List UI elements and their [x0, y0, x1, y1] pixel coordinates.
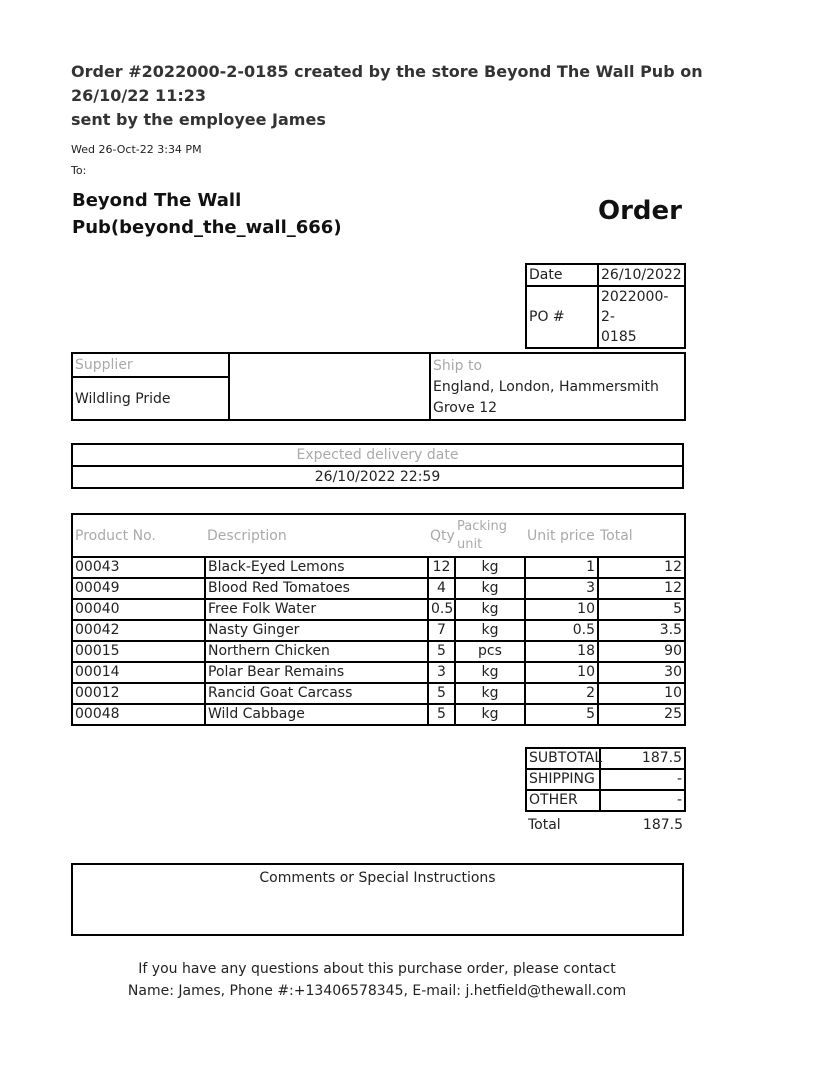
footer-line2: Name: James, Phone #:+13406578345, E-mail: j.hetfield@thewall.com: [127, 983, 627, 999]
header-product-no: Product No.: [72, 514, 205, 557]
line-total-cell: 90: [598, 641, 685, 662]
recipient-line2: Pub(beyond_the_wall_666): [72, 217, 342, 238]
email-sent-date: Wed 26-Oct-22 3:34 PM: [71, 143, 202, 156]
table-row: [72, 662, 685, 683]
header-description: Description: [205, 514, 428, 557]
product-no-cell: 00015: [72, 641, 205, 662]
unit-price-cell: 18: [525, 641, 598, 662]
product-no-cell: 00040: [72, 599, 205, 620]
unit-price-cell: 2: [525, 683, 598, 704]
parties-spacer: [229, 353, 430, 420]
unit-price-cell: 5: [525, 704, 598, 725]
email-subject-line1: Order #2022000-2-0185 created by the store Beyond The Wall Pub on 26/10/22 11:23: [71, 62, 703, 105]
table-row: [72, 599, 685, 620]
unit-price-cell: 1: [525, 557, 598, 578]
packing-unit-cell: kg: [455, 620, 525, 641]
description-cell: Polar Bear Remains: [205, 662, 428, 683]
po-value: [598, 286, 685, 348]
description-cell: Free Folk Water: [205, 599, 428, 620]
qty-cell: 12: [428, 557, 455, 578]
parties-table: [71, 352, 686, 421]
date-po-table: [525, 263, 686, 349]
po-value-line1: 2022000-2-: [601, 289, 669, 325]
description-cell: Northern Chicken: [205, 641, 428, 662]
table-row: [72, 641, 685, 662]
description-cell: Rancid Goat Carcass: [205, 683, 428, 704]
unit-price-cell: 10: [525, 599, 598, 620]
header-total: Total: [598, 514, 685, 557]
recipient-line1: Beyond The Wall: [72, 190, 242, 211]
header-packing-line2: unit: [457, 536, 483, 552]
packing-unit-cell: kg: [455, 683, 525, 704]
unit-price-cell: 10: [525, 662, 598, 683]
email-to-label: To:: [71, 164, 87, 177]
po-value-line2: 0185: [601, 329, 637, 345]
packing-unit-cell: pcs: [455, 641, 525, 662]
comments-label: Comments or Special Instructions: [259, 870, 496, 886]
qty-cell: 5: [428, 641, 455, 662]
subtotal-label: SUBTOTAL: [526, 748, 600, 769]
ship-to-label: Ship to: [430, 353, 685, 377]
line-total-cell: 5: [598, 599, 685, 620]
packing-unit-cell: kg: [455, 557, 525, 578]
delivery-label: Expected delivery date: [72, 444, 683, 466]
ship-to-value: [430, 377, 685, 420]
total-label: Total: [528, 817, 561, 833]
description-cell: Black-Eyed Lemons: [205, 557, 428, 578]
unit-price-cell: 3: [525, 578, 598, 599]
email-subject-line2: sent by the employee James: [71, 110, 326, 129]
table-row: [72, 704, 685, 725]
line-total-cell: 12: [598, 557, 685, 578]
po-label: PO #: [526, 286, 598, 348]
description-cell: Blood Red Tomatoes: [205, 578, 428, 599]
shipping-value: -: [600, 769, 685, 790]
document-title: Order: [598, 196, 682, 226]
product-no-cell: 00043: [72, 557, 205, 578]
product-no-cell: 00048: [72, 704, 205, 725]
items-body: [72, 557, 685, 725]
date-label: Date: [526, 264, 598, 286]
table-row: [72, 578, 685, 599]
table-row: [72, 557, 685, 578]
subtotal-value: 187.5: [600, 748, 685, 769]
footer-contact: [71, 958, 683, 1002]
description-cell: Wild Cabbage: [205, 704, 428, 725]
qty-cell: 5: [428, 683, 455, 704]
line-total-cell: 30: [598, 662, 685, 683]
comments-box: [71, 863, 684, 936]
qty-cell: 0.5: [428, 599, 455, 620]
table-row: [72, 620, 685, 641]
shipping-label: SHIPPING: [526, 769, 600, 790]
supplier-label: Supplier: [72, 353, 229, 377]
total-value: 187.5: [642, 817, 683, 833]
qty-cell: 7: [428, 620, 455, 641]
product-no-cell: 00014: [72, 662, 205, 683]
delivery-value: 26/10/2022 22:59: [72, 466, 683, 488]
packing-unit-cell: kg: [455, 599, 525, 620]
header-qty: Qty: [428, 514, 455, 557]
items-table: [71, 513, 686, 726]
packing-unit-cell: kg: [455, 578, 525, 599]
ship-to-line2: Grove 12: [433, 400, 498, 416]
header-packing-line1: Packing: [457, 518, 508, 534]
footer-line1: If you have any questions about this purchase order, please contact: [138, 961, 616, 977]
line-total-cell: 25: [598, 704, 685, 725]
unit-price-cell: 0.5: [525, 620, 598, 641]
line-total-cell: 3.5: [598, 620, 685, 641]
email-subject: [71, 60, 771, 132]
table-row: [72, 683, 685, 704]
ship-to-line1: England, London, Hammersmith: [433, 379, 659, 395]
other-value: -: [600, 790, 685, 811]
qty-cell: 3: [428, 662, 455, 683]
line-total-cell: 12: [598, 578, 685, 599]
line-total-cell: 10: [598, 683, 685, 704]
qty-cell: 4: [428, 578, 455, 599]
packing-unit-cell: kg: [455, 704, 525, 725]
packing-unit-cell: kg: [455, 662, 525, 683]
product-no-cell: 00042: [72, 620, 205, 641]
totals-table: [525, 747, 686, 835]
header-packing-unit: [455, 514, 525, 557]
recipient-name: [72, 187, 402, 241]
product-no-cell: 00049: [72, 578, 205, 599]
supplier-value: Wildling Pride: [72, 377, 229, 420]
qty-cell: 5: [428, 704, 455, 725]
date-value: 26/10/2022: [598, 264, 685, 286]
description-cell: Nasty Ginger: [205, 620, 428, 641]
delivery-table: [71, 443, 684, 489]
header-unit-price: Unit price: [525, 514, 598, 557]
other-label: OTHER: [526, 790, 600, 811]
product-no-cell: 00012: [72, 683, 205, 704]
